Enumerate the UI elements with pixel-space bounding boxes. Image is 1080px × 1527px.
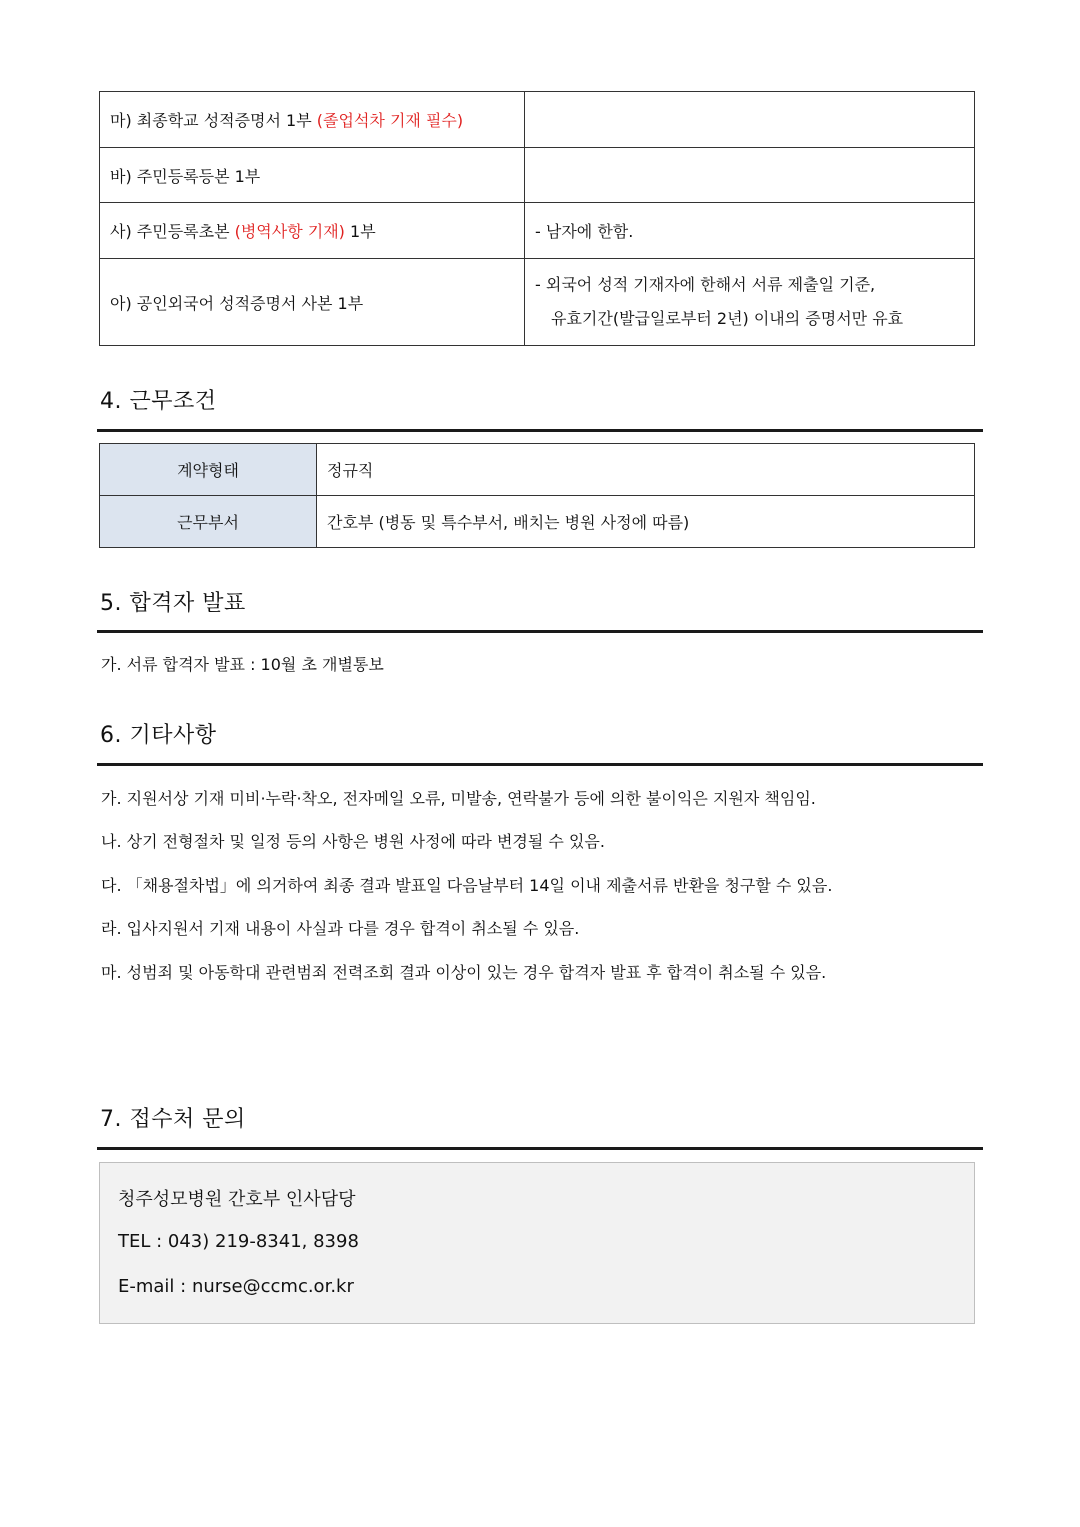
list-item: 가. 서류 합격자 발표 : 10월 초 개별통보 [101,655,384,674]
document-note [525,92,975,148]
contact-org: 청주성모병원 간호부 인사담당 [118,1189,356,1210]
table-row [100,444,975,496]
section-divider [97,763,983,766]
document-note [525,148,975,203]
section-title-work-conditions: 4. 근무조건 [100,389,217,414]
required-note: (병역사항 기재) [234,222,345,241]
table-row [100,496,975,548]
section-divider [97,630,983,633]
work-conditions-table [99,443,975,548]
section-title-contact: 7. 접수처 문의 [100,1107,246,1132]
table-cell: 정규직 [317,444,975,496]
document-note: - 남자에 한함. [525,203,975,259]
list-item: 라. 입사지원서 기재 내용이 사실과 다를 경우 합격이 취소될 수 있음. [101,919,580,938]
list-item: 다. 「채용절차법」에 의거하여 최종 결과 발표일 다음날부터 14일 이내 제출서류 반환을 청구할 수 있음. [101,876,833,895]
list-item: 가. 지원서상 기재 미비·누락·착오, 전자메일 오류, 미발송, 연락불가 등에 의한 불이익은 지원자 책임임. [101,789,816,808]
table-row [100,148,975,203]
table-header-cell: 계약형태 [100,444,317,496]
section-title-announcement: 5. 합격자 발표 [100,591,246,616]
document-item: 사) 주민등록초본 (병역사항 기재) 1부 [100,203,525,259]
table-header-cell: 근무부서 [100,496,317,548]
required-note: (졸업석차 기재 필수) [316,111,464,130]
section-title-other-notes: 6. 기타사항 [100,723,217,748]
list-item: 마. 성범죄 및 아동학대 관련범죄 전력조회 결과 이상이 있는 경우 합격자 발표 후 합격이 취소될 수 있음. [101,963,827,982]
document-item: 아) 공인외국어 성적증명서 사본 1부 [100,259,525,346]
contact-phone: TEL : 043) 219-8341, 8398 [118,1231,359,1252]
document-note: - 외국어 성적 기재자에 한해서 서류 제출일 기준, 유효기간(발급일로부터 2년) 이내의 증명서만 유효 [525,259,975,346]
contact-box [99,1162,975,1324]
section-divider [97,1147,983,1150]
section-divider [97,429,983,432]
contact-email: E-mail : nurse@ccmc.or.kr [118,1276,354,1297]
documents-table [99,91,975,346]
document-item: 마) 최종학교 성적증명서 1부 (졸업석차 기재 필수) [100,92,525,148]
table-row [100,203,975,259]
list-item: 나. 상기 전형절차 및 일정 등의 사항은 병원 사정에 따라 변경될 수 있음. [101,832,605,851]
table-cell: 간호부 (병동 및 특수부서, 배치는 병원 사정에 따름) [317,496,975,548]
table-row [100,259,975,346]
table-row [100,92,975,148]
document-item: 바) 주민등록등본 1부 [100,148,525,203]
